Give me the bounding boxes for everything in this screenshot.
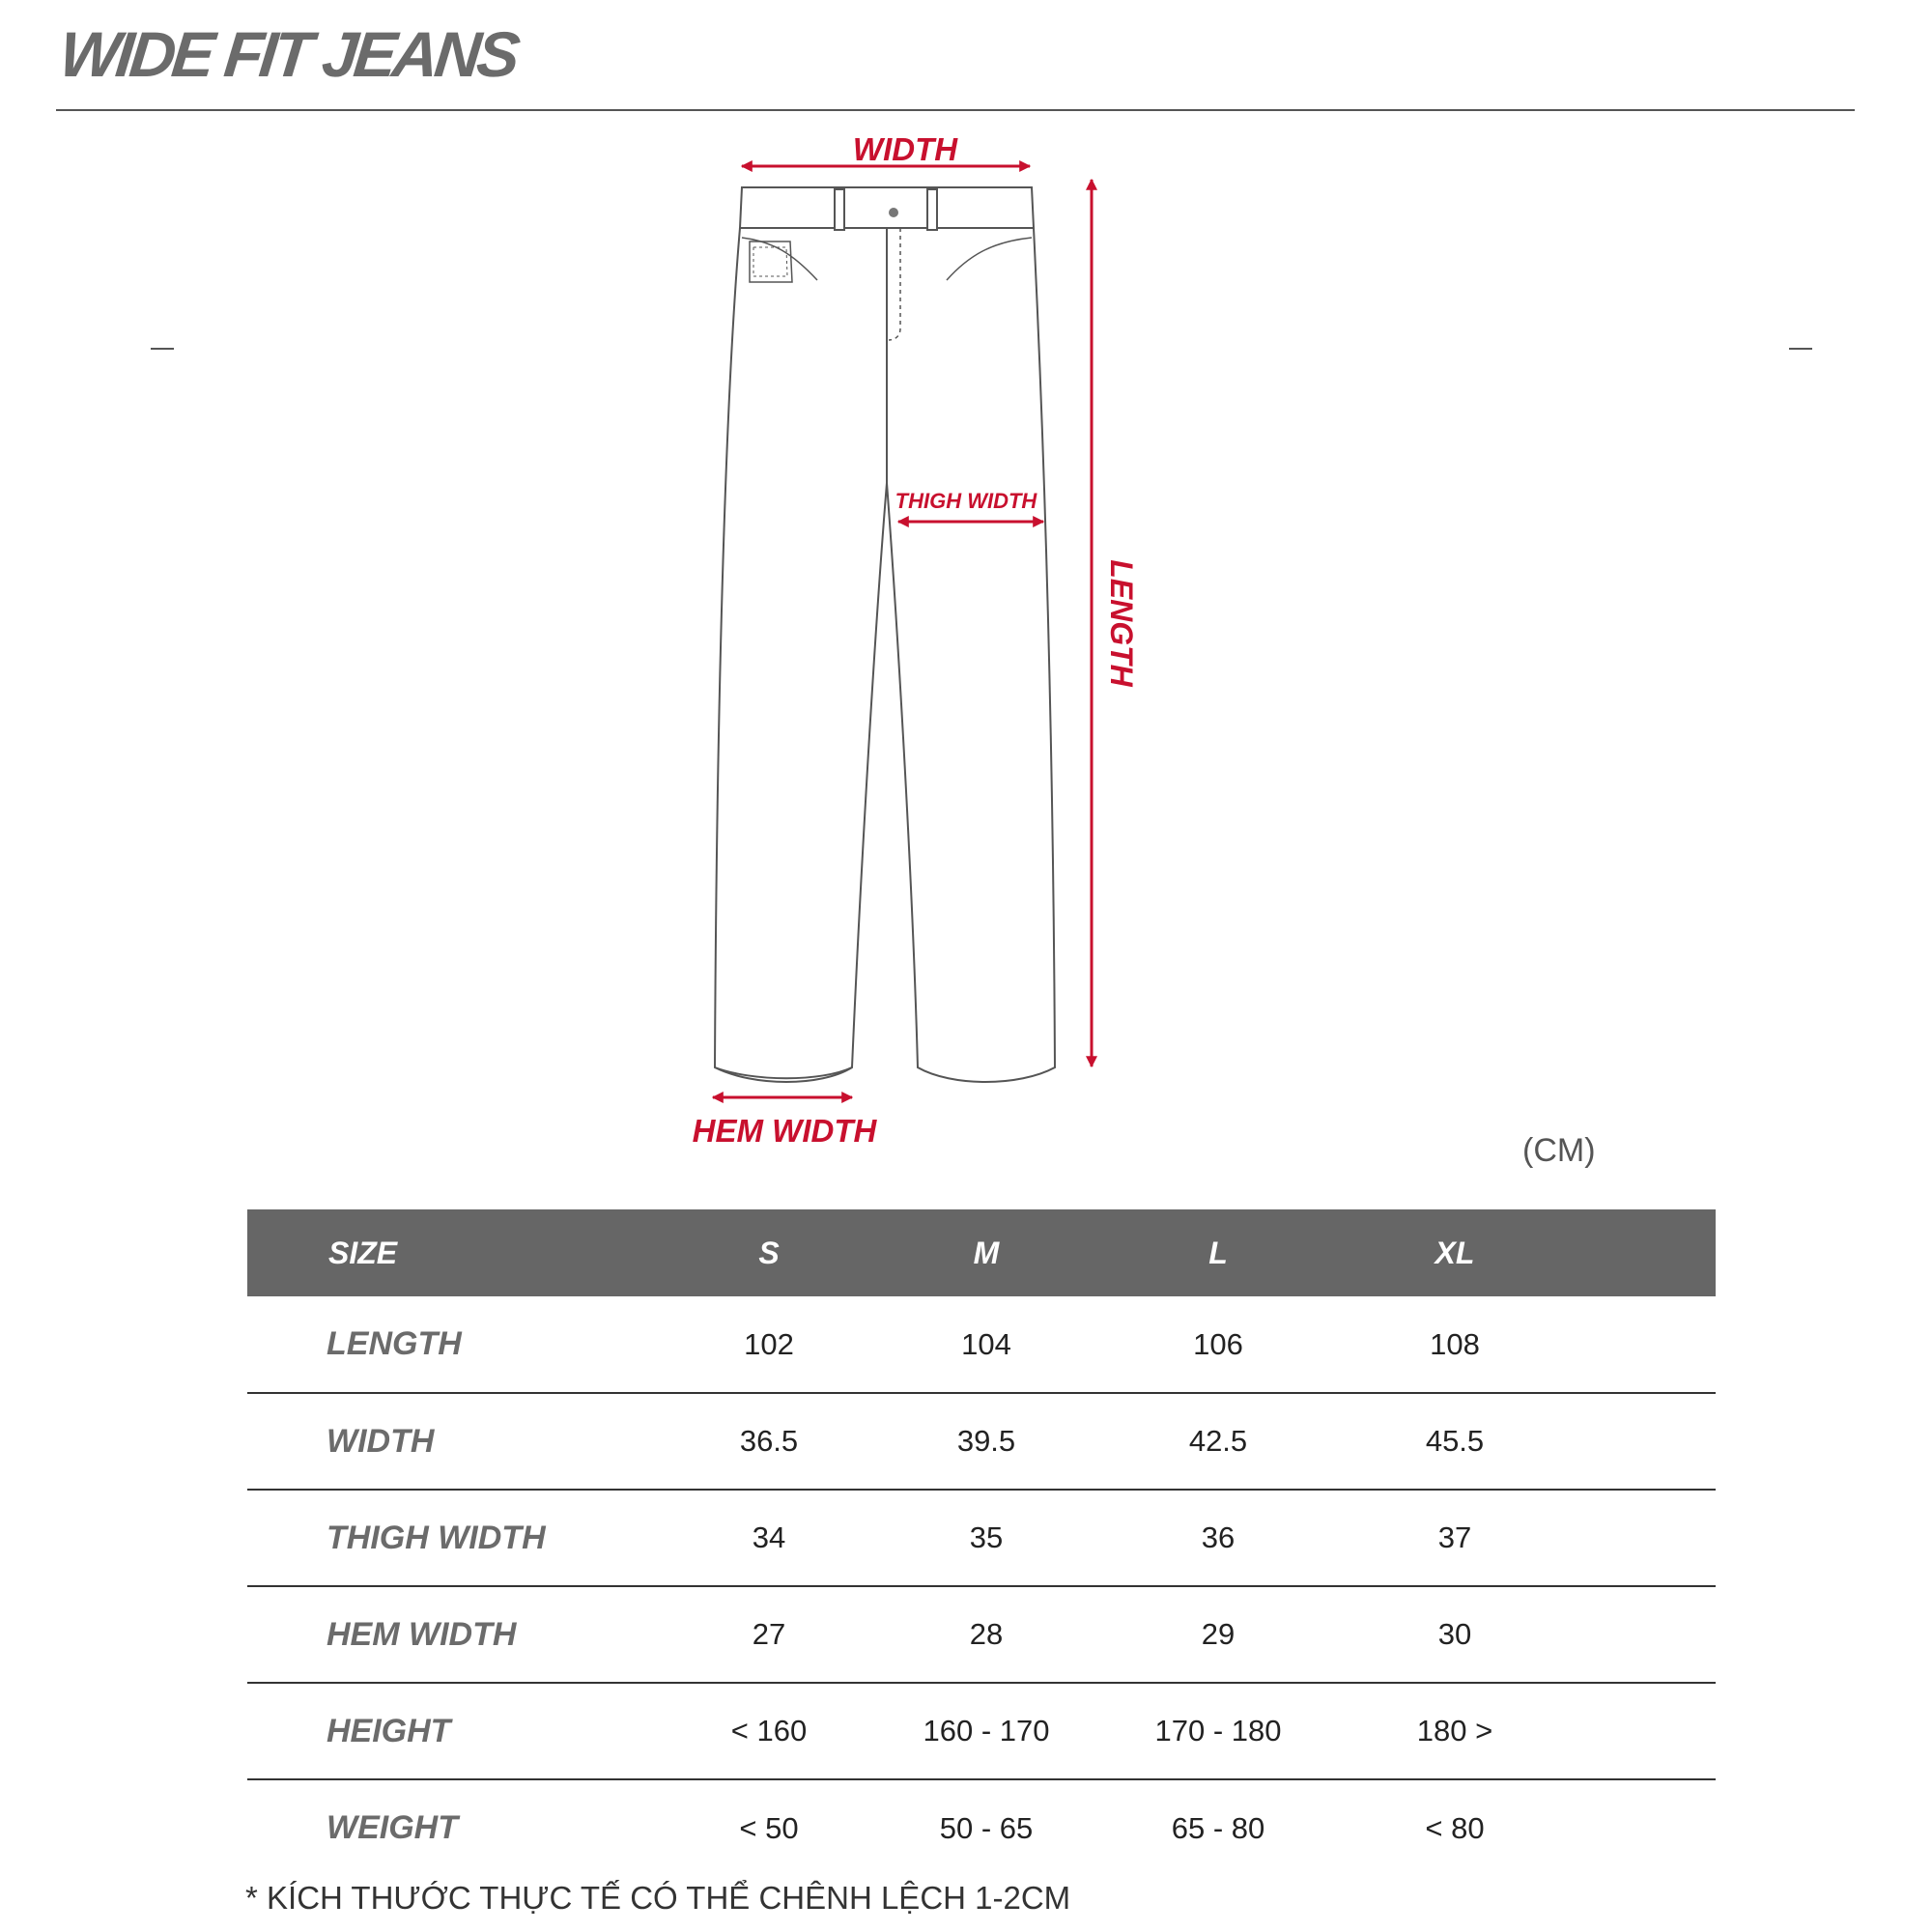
table-row	[247, 1779, 1716, 1876]
table-cell: 34	[752, 1520, 786, 1554]
row-label: WEIGHT	[327, 1809, 458, 1846]
table-cell: 35	[969, 1520, 1004, 1554]
table-cell: 30	[1437, 1617, 1472, 1651]
table-cell: 36	[1201, 1520, 1236, 1554]
table-cell: < 160	[730, 1714, 808, 1747]
table-cell: 50 - 65	[939, 1810, 1034, 1845]
table-cell: 108	[1430, 1326, 1480, 1361]
table-cell: < 80	[1425, 1810, 1485, 1845]
table-cell: 180 >	[1416, 1714, 1493, 1747]
table-cell: 36.5	[739, 1424, 799, 1458]
table-cell: 29	[1201, 1617, 1236, 1651]
table-cell-spacer	[1571, 1683, 1716, 1779]
row-label: THIGH WIDTH	[327, 1519, 546, 1556]
table-row	[247, 1586, 1716, 1683]
table-cell: 160 - 170	[923, 1714, 1050, 1747]
table-header-cell: XL	[1435, 1235, 1475, 1270]
table-cell: 106	[1193, 1326, 1243, 1361]
table-header-cell: SIZE	[328, 1235, 398, 1270]
table-row	[247, 1490, 1716, 1586]
table-row	[247, 1296, 1716, 1393]
table-cell: 37	[1437, 1520, 1472, 1554]
table-header-cell: S	[758, 1235, 780, 1270]
jeans-outline-icon	[715, 187, 1055, 1082]
table-cell: 102	[744, 1326, 794, 1361]
table-row	[247, 1683, 1716, 1779]
unit-label: (CM)	[1522, 1132, 1596, 1169]
table-cell-spacer	[1571, 1393, 1716, 1490]
table-cell-spacer	[1571, 1779, 1716, 1876]
table-cell-spacer	[1571, 1490, 1716, 1586]
table-cell: 27	[752, 1617, 786, 1651]
length-dimension-label: LENGTH	[1104, 559, 1139, 687]
table-header-spacer	[1571, 1209, 1716, 1296]
thigh-width-dimension-label: THIGH WIDTH	[895, 489, 1037, 513]
table-header-row	[247, 1209, 1716, 1296]
page-title: WIDE FIT JEANS	[56, 18, 520, 90]
row-label: HEM WIDTH	[327, 1615, 517, 1653]
table-cell: 39.5	[956, 1424, 1016, 1458]
table-cell: 104	[961, 1326, 1011, 1361]
width-dimension-label: WIDTH	[852, 131, 958, 167]
table-cell: 45.5	[1425, 1424, 1485, 1458]
table-header-cell: M	[973, 1235, 1000, 1270]
row-label: WIDTH	[327, 1422, 435, 1460]
table-cell: < 50	[739, 1810, 799, 1845]
footnote: * KÍCH THƯỚC THỰC TẾ CÓ THỂ CHÊNH LỆCH 1-2CM	[245, 1880, 1071, 1916]
table-cell-spacer	[1571, 1296, 1716, 1393]
table-cell: 42.5	[1188, 1424, 1248, 1458]
table-row	[247, 1393, 1716, 1490]
table-cell: 170 - 180	[1154, 1714, 1282, 1747]
hem-width-dimension-label: HEM WIDTH	[692, 1113, 877, 1149]
table-cell-spacer	[1571, 1586, 1716, 1683]
size-chart-table	[247, 1209, 1716, 1876]
row-label: HEIGHT	[327, 1712, 451, 1749]
table-header-cell: L	[1208, 1235, 1228, 1270]
row-label: LENGTH	[327, 1325, 462, 1362]
table-cell: 28	[969, 1617, 1004, 1651]
table-cell: 65 - 80	[1171, 1810, 1265, 1845]
